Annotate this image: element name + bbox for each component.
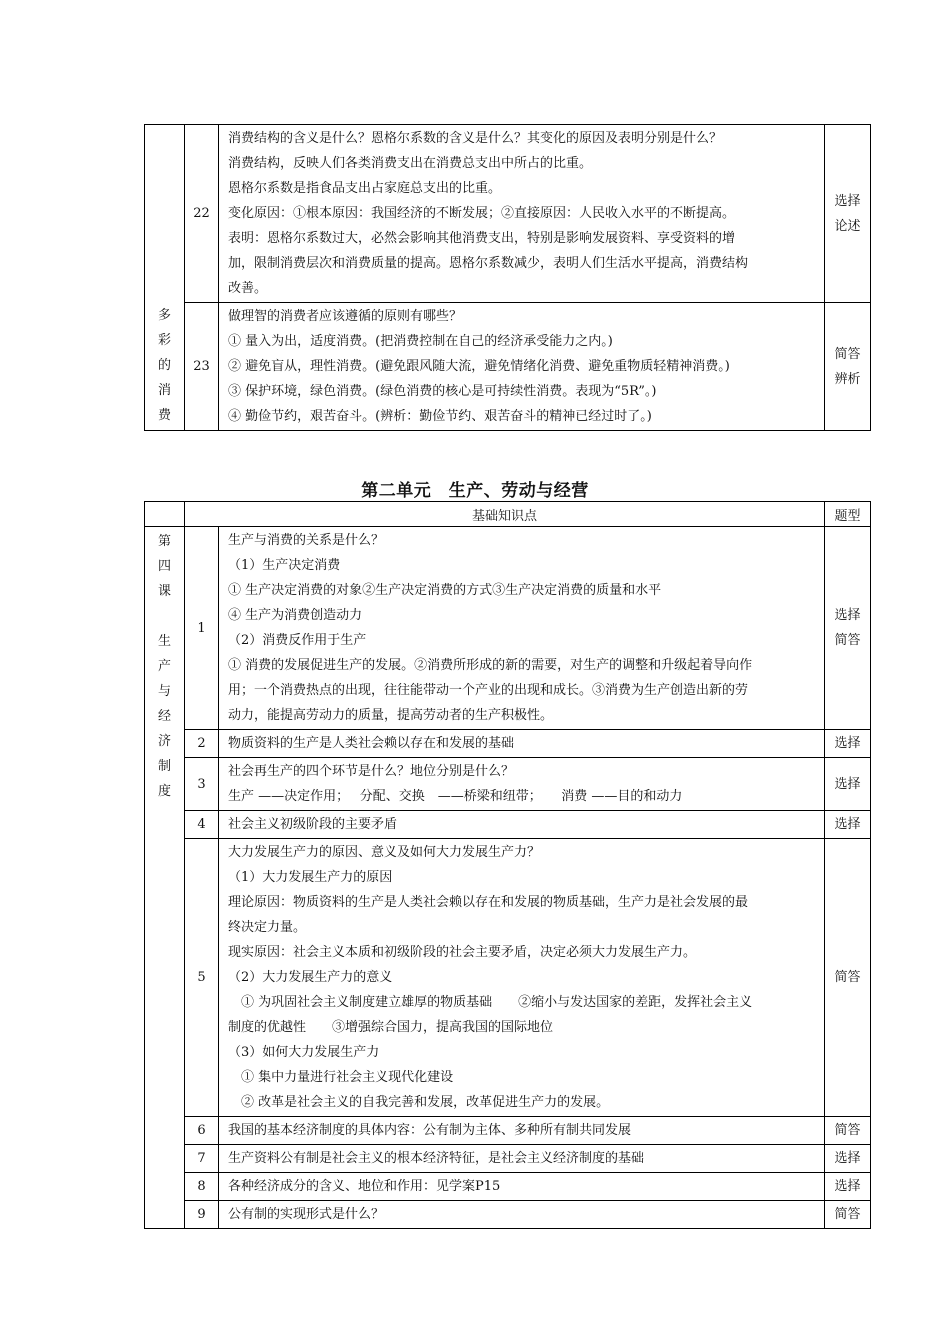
row-content [219, 1201, 825, 1229]
content-line: 变化原因：①根本原因：我国经济的不断发展；②直接原因：人民收入水平的不断提高。 [228, 206, 736, 221]
question-type-label: 选择 [834, 1151, 861, 1166]
content-line: ② 改革是社会主义的自我完善和发展，改革促进生产力的发展。 [228, 1095, 610, 1110]
section-label-char: 度 [157, 784, 171, 799]
question-type-text [825, 189, 870, 239]
section-label-char: 彩 [157, 333, 171, 348]
content-line: 生产与消费的关系是什么？ [228, 533, 385, 548]
question-type-label: 辨析 [834, 371, 861, 387]
section-label-char: 课 [157, 584, 171, 599]
question-type-text [825, 812, 870, 837]
content-line: 大力发展生产力的原因、意义及如何大力发展生产力？ [228, 845, 541, 860]
question-type-label: 选择 [834, 1179, 861, 1194]
question-type-text [825, 772, 870, 797]
section-label-char: 产 [157, 659, 171, 674]
question-type [825, 527, 871, 730]
row-content [219, 1173, 825, 1201]
content-line: ④ 生产为消费创造动力 [228, 608, 363, 623]
header-content: 基础知识点 [185, 502, 825, 527]
row-number: 1 [185, 527, 219, 730]
content-line: （1）生产决定消费 [228, 558, 341, 573]
unit-title: 第二单元 生产、劳动与经营 [361, 481, 589, 501]
row-content [219, 758, 825, 811]
section-label [158, 303, 171, 428]
table-row [145, 527, 871, 730]
row-content [219, 303, 825, 431]
table-row [145, 730, 871, 758]
question-type-label: 选择 [834, 817, 861, 832]
content-line: ③ 保护环境，绿色消费。(绿色消费的核心是可持续性消费。表现为“5R”。) [228, 384, 657, 399]
question-type [825, 758, 871, 811]
row-content [219, 1145, 825, 1173]
section-label [158, 529, 171, 804]
content-line: ① 集中力量进行社会主义现代化建设 [228, 1070, 454, 1085]
row-content [219, 1117, 825, 1145]
question-type-label: 论述 [834, 218, 861, 234]
content-line: ② 避免盲从，理性消费。(避免跟风随大流，避免情绪化消费、避免重物质轻精神消费。) [228, 359, 730, 374]
content-line: 我国的基本经济制度的具体内容：公有制为主体、多种所有制共同发展 [228, 1123, 632, 1138]
content-line: 社会主义初级阶段的主要矛盾 [228, 817, 398, 832]
row-number: 22 [185, 125, 219, 303]
section-label-char: 济 [157, 734, 171, 749]
content-line: 物质资料的生产是人类社会赖以存在和发展的基础 [228, 736, 515, 751]
row-content [219, 730, 825, 758]
question-type [825, 730, 871, 758]
question-type-label: 简答 [834, 1207, 861, 1222]
section-label-char: 费 [157, 408, 171, 423]
content-line: 动力，能提高劳动力的质量，提高劳动者的生产积极性。 [228, 708, 554, 723]
content-line: 用；一个消费热点的出现，往往能带动一个产业的出现和成长。③消费为生产创造出新的劳 [228, 683, 749, 698]
question-type-text [825, 342, 870, 392]
question-type [825, 811, 871, 839]
question-type [825, 1117, 871, 1145]
content-line: 现实原因：社会主义本质和初级阶段的社会主要矛盾，决定必须大力发展生产力。 [228, 945, 697, 960]
section-label-char: 多 [157, 308, 171, 323]
question-type-text [825, 1202, 870, 1227]
header-blank-cell [145, 502, 185, 527]
content-line: ① 量入为出，适度消费。(把消费控制在自己的经济承受能力之内。) [228, 334, 613, 349]
header-type: 题型 [825, 502, 871, 527]
content-line: 各种经济成分的含义、地位和作用：见学案P15 [228, 1179, 501, 1194]
content-line: 制度的优越性 ③增强综合国力，提高我国的国际地位 [228, 1020, 554, 1035]
content-line: 改善。 [228, 281, 268, 296]
table-row [145, 1145, 871, 1173]
question-type-text [825, 1146, 870, 1171]
row-number: 9 [185, 1201, 219, 1229]
section-label-char: 经 [157, 709, 171, 724]
row-number: 8 [185, 1173, 219, 1201]
row-content [219, 125, 825, 303]
table-row [145, 839, 871, 1117]
question-type-text [825, 603, 870, 653]
section-label-char: 生 [157, 634, 171, 649]
question-type [825, 125, 871, 303]
content-line: 公有制的实现形式是什么？ [228, 1207, 385, 1222]
row-number: 7 [185, 1145, 219, 1173]
content-line: 社会再生产的四个环节是什么？地位分别是什么？ [228, 764, 515, 779]
content-line: 生产资料公有制是社会主义的根本经济特征，是社会主义经济制度的基础 [228, 1151, 645, 1166]
table-row [145, 1117, 871, 1145]
content-line: ① 生产决定消费的对象②生产决定消费的方式③生产决定消费的质量和水平 [228, 583, 662, 598]
content-line: 生产 ——决定作用； 分配、交换 ——桥梁和纽带； 消费 ——目的和动力 [228, 789, 683, 804]
question-type-label: 选择 [834, 608, 861, 623]
content-line: （2）消费反作用于生产 [228, 633, 367, 648]
content-line: 做理智的消费者应该遵循的原则有哪些？ [228, 309, 463, 324]
content-line: 消费结构，反映人们各类消费支出在消费总支出中所占的比重。 [228, 156, 593, 171]
question-type-label: 简答 [834, 1123, 861, 1138]
section-label-cell [145, 527, 185, 1229]
question-type [825, 1145, 871, 1173]
question-type-label: 选择 [834, 736, 861, 751]
production-table [144, 501, 871, 1229]
question-type-label: 简答 [834, 970, 861, 985]
section-label-char: 消 [157, 383, 171, 398]
row-number: 6 [185, 1117, 219, 1145]
table-row [145, 125, 871, 303]
question-type [825, 303, 871, 431]
question-type-label: 简答 [834, 633, 861, 648]
consumption-table [144, 124, 871, 431]
section-label-char [158, 604, 171, 629]
question-type [825, 1173, 871, 1201]
content-line: 理论原因：物质资料的生产是人类社会赖以存在和发展的物质基础，生产力是社会发展的最 [228, 895, 749, 910]
row-content [219, 527, 825, 730]
row-content [219, 811, 825, 839]
row-number: 3 [185, 758, 219, 811]
table-row [145, 811, 871, 839]
question-type-text [825, 1174, 870, 1199]
section-label-char: 制 [157, 759, 171, 774]
question-type-text [825, 965, 870, 990]
question-type-text [825, 731, 870, 756]
row-number: 23 [185, 303, 219, 431]
question-type-label: 选择 [834, 776, 861, 792]
row-number: 2 [185, 730, 219, 758]
row-number: 5 [185, 839, 219, 1117]
row-content [219, 839, 825, 1117]
content-line: 加，限制消费层次和消费质量的提高。恩格尔系数减少，表明人们生活水平提高，消费结构 [228, 256, 749, 271]
table-row [145, 303, 871, 431]
content-line: ① 为巩固社会主义制度建立雄厚的物质基础 ②缩小与发达国家的差距，发挥社会主义 [228, 995, 753, 1010]
section-label-char: 四 [157, 559, 171, 574]
section-label-char: 的 [157, 358, 171, 373]
table-row [145, 1201, 871, 1229]
content-line: 表明：恩格尔系数过大，必然会影响其他消费支出，特别是影响发展资料、享受资料的增 [228, 231, 736, 246]
content-line: （2）大力发展生产力的意义 [228, 970, 393, 985]
table-row [145, 1173, 871, 1201]
content-line: （3）如何大力发展生产力 [228, 1045, 380, 1060]
content-line: ① 消费的发展促进生产的发展。②消费所形成的新的需要，对生产的调整和升级起着导向作 [228, 658, 753, 673]
content-line: 消费结构的含义是什么？恩格尔系数的含义是什么？其变化的原因及表明分别是什么？ [228, 131, 723, 146]
question-type-label: 选择 [834, 193, 861, 209]
content-line: 恩格尔系数是指食品支出占家庭总支出的比重。 [228, 181, 502, 196]
section-label-cell [145, 125, 185, 431]
table-row [145, 758, 871, 811]
section-label-char: 第 [157, 534, 171, 549]
table-header-row [145, 502, 871, 527]
content-line: 终决定力量。 [228, 920, 307, 935]
content-line: ④ 勤俭节约，艰苦奋斗。(辨析：勤俭节约、艰苦奋斗的精神已经过时了。) [228, 409, 652, 424]
question-type-text [825, 1118, 870, 1143]
question-type [825, 1201, 871, 1229]
row-number: 4 [185, 811, 219, 839]
question-type [825, 839, 871, 1117]
question-type-label: 简答 [834, 346, 861, 362]
content-line: （1）大力发展生产力的原因 [228, 870, 393, 885]
section-label-char: 与 [157, 684, 171, 699]
